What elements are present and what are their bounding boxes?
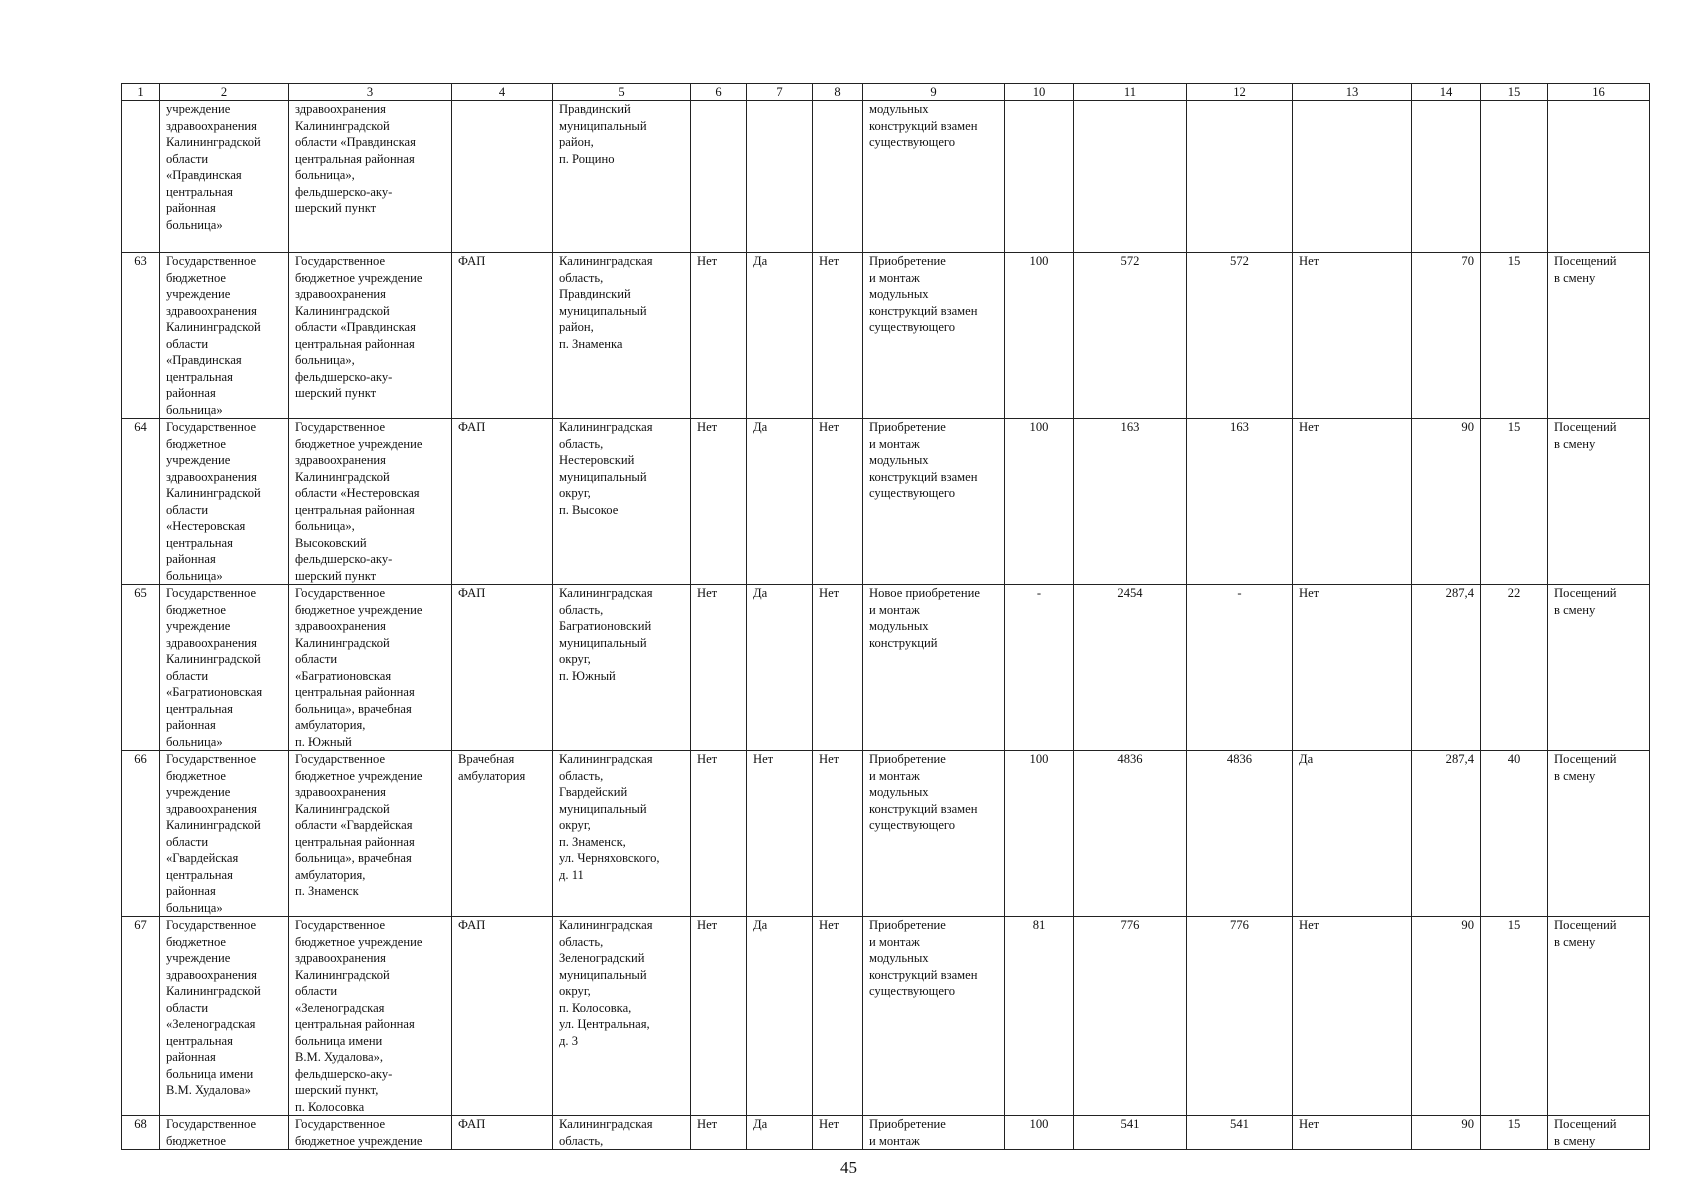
column-header: 14	[1412, 84, 1481, 101]
table-cell: Приобретение и монтаж модульных конструкций взамен существующего	[863, 751, 1005, 917]
table-row	[122, 585, 1650, 751]
table-cell: 287,4	[1412, 751, 1481, 917]
table-cell: Нет	[813, 253, 863, 419]
table-row	[122, 419, 1650, 585]
table-cell: Государственное бюджетное учреждение здравоохранения Калининградской области «Нестеровская центральная районная больница»	[160, 419, 289, 585]
column-header: 1	[122, 84, 160, 101]
table-cell: 15	[1481, 917, 1548, 1116]
table-cell: Нет	[691, 917, 747, 1116]
table-cell: ФАП	[452, 253, 553, 419]
table-cell: 541	[1187, 1116, 1293, 1150]
table-cell: ФАП	[452, 585, 553, 751]
table-cell: Калининградская область, Гвардейский муниципальный округ, п. Знаменск, ул. Черняховского, д. 11	[553, 751, 691, 917]
table-cell	[122, 101, 160, 253]
table-cell: 776	[1187, 917, 1293, 1116]
table-cell: Калининградская область, Зеленоградский муниципальный округ, п. Колосовка, ул. Центральная, д. 3	[553, 917, 691, 1116]
table-cell	[1293, 101, 1412, 253]
table-cell	[1548, 101, 1650, 253]
table-cell: Нет	[813, 585, 863, 751]
table-cell: Посещений в смену	[1548, 253, 1650, 419]
table-cell: Нет	[1293, 1116, 1412, 1150]
table-cell: 572	[1187, 253, 1293, 419]
table-cell: Государственное бюджетное учреждение здравоохранения Калининградской области «Багратионовская центральная районная больница»	[160, 585, 289, 751]
table-cell: Нет	[813, 1116, 863, 1150]
table-cell: Нет	[1293, 917, 1412, 1116]
column-header: 9	[863, 84, 1005, 101]
table-cell: 100	[1005, 253, 1074, 419]
table-cell: Калининградская область, Багратионовский муниципальный округ, п. Южный	[553, 585, 691, 751]
column-header: 4	[452, 84, 553, 101]
table-cell: Нет	[1293, 419, 1412, 585]
table-cell: 163	[1187, 419, 1293, 585]
table-cell: 68	[122, 1116, 160, 1150]
column-header: 15	[1481, 84, 1548, 101]
table-cell: Посещений в смену	[1548, 917, 1650, 1116]
table-cell: 81	[1005, 917, 1074, 1116]
table-cell: Государственное бюджетное учреждение здравоохранения Калининградской области «Нестеровская центральная районная больница», Высоковский фельдшерско-аку- шерский пункт	[289, 419, 452, 585]
table-cell: 776	[1074, 917, 1187, 1116]
table-cell: ФАП	[452, 1116, 553, 1150]
table-header-row	[122, 84, 1650, 101]
table-cell: 15	[1481, 419, 1548, 585]
table-cell: ФАП	[452, 419, 553, 585]
table-row	[122, 101, 1650, 253]
table-cell: Калининградская область,	[553, 1116, 691, 1150]
data-table	[121, 83, 1650, 1150]
table-cell: 22	[1481, 585, 1548, 751]
table-cell: Нет	[813, 751, 863, 917]
table-cell	[452, 101, 553, 253]
table-cell: Государственное бюджетное учреждение	[289, 1116, 452, 1150]
table-cell: Нет	[691, 419, 747, 585]
table-cell: здравоохранения Калининградской области «Правдинская центральная районная больница», фельдшерско-аку- шерский пункт	[289, 101, 452, 253]
table-cell: Нет	[813, 917, 863, 1116]
table-cell: Нет	[691, 253, 747, 419]
table-cell: Посещений в смену	[1548, 751, 1650, 917]
table-cell: 100	[1005, 751, 1074, 917]
table-cell: Государственное бюджетное учреждение здравоохранения Калининградской области «Зеленоградская центральная районная больница имени В.М. Худалова»	[160, 917, 289, 1116]
table-cell: Правдинский муниципальный район, п. Рощино	[553, 101, 691, 253]
table-cell: 2454	[1074, 585, 1187, 751]
table-cell	[1412, 101, 1481, 253]
table-cell: Приобретение и монтаж модульных конструкций взамен существующего	[863, 917, 1005, 1116]
table-cell: 90	[1412, 1116, 1481, 1150]
table-cell: Приобретение и монтаж модульных конструкций взамен существующего	[863, 253, 1005, 419]
table-cell: Нет	[813, 419, 863, 585]
table-cell: Приобретение и монтаж модульных конструкций взамен существующего	[863, 419, 1005, 585]
table-cell: 90	[1412, 419, 1481, 585]
column-header: 2	[160, 84, 289, 101]
table-cell: Нет	[691, 1116, 747, 1150]
table-cell	[1005, 101, 1074, 253]
table-cell: Посещений в смену	[1548, 419, 1650, 585]
table-cell: Да	[747, 253, 813, 419]
column-header: 5	[553, 84, 691, 101]
table-cell: 63	[122, 253, 160, 419]
column-header: 10	[1005, 84, 1074, 101]
table-cell: Государственное бюджетное учреждение здравоохранения Калининградской области «Багратионовская центральная районная больница», врачебная амбулатория, п. Южный	[289, 585, 452, 751]
table-row	[122, 917, 1650, 1116]
table-cell: 65	[122, 585, 160, 751]
table-cell: Да	[747, 1116, 813, 1150]
table-cell: 40	[1481, 751, 1548, 917]
column-header: 3	[289, 84, 452, 101]
table-cell: учреждение здравоохранения Калининградской области «Правдинская центральная районная больница»	[160, 101, 289, 253]
column-header: 13	[1293, 84, 1412, 101]
table-cell: Нет	[691, 751, 747, 917]
column-header: 11	[1074, 84, 1187, 101]
table-cell: 64	[122, 419, 160, 585]
table-cell: 287,4	[1412, 585, 1481, 751]
table-cell: 90	[1412, 917, 1481, 1116]
table-cell	[813, 101, 863, 253]
table-cell	[747, 101, 813, 253]
table-cell: -	[1005, 585, 1074, 751]
column-header: 16	[1548, 84, 1650, 101]
table-cell: 4836	[1074, 751, 1187, 917]
table-cell: ФАП	[452, 917, 553, 1116]
table-cell: 15	[1481, 1116, 1548, 1150]
table-cell: Приобретение и монтаж	[863, 1116, 1005, 1150]
page-number: 45	[840, 1158, 857, 1177]
table-cell: 163	[1074, 419, 1187, 585]
table-cell: Нет	[1293, 253, 1412, 419]
table-cell: Да	[747, 585, 813, 751]
table-cell: Государственное бюджетное учреждение здравоохранения Калининградской области «Правдинская центральная районная больница»	[160, 253, 289, 419]
table-cell: Калининградская область, Нестеровский муниципальный округ, п. Высокое	[553, 419, 691, 585]
table-cell: 541	[1074, 1116, 1187, 1150]
table-cell: Да	[747, 917, 813, 1116]
table-row	[122, 751, 1650, 917]
table-cell: Нет	[1293, 585, 1412, 751]
table-cell: Да	[1293, 751, 1412, 917]
column-header: 7	[747, 84, 813, 101]
table-cell: модульных конструкций взамен существующего	[863, 101, 1005, 253]
table-cell: 15	[1481, 253, 1548, 419]
table-cell	[1481, 101, 1548, 253]
table-cell: 100	[1005, 1116, 1074, 1150]
table-row	[122, 1116, 1650, 1150]
table-cell: Калининградская область, Правдинский муниципальный район, п. Знаменка	[553, 253, 691, 419]
table-cell: Нет	[691, 585, 747, 751]
table-cell: 4836	[1187, 751, 1293, 917]
table-cell: Посещений в смену	[1548, 585, 1650, 751]
table-cell	[1187, 101, 1293, 253]
table-cell: Государственное бюджетное учреждение здравоохранения Калининградской области «Правдинская центральная районная больница», фельдшерско-аку- шерский пункт	[289, 253, 452, 419]
column-header: 8	[813, 84, 863, 101]
table-cell: Государственное бюджетное учреждение здравоохранения Калининградской области «Гвардейская центральная районная больница»	[160, 751, 289, 917]
table-cell: Врачебная амбулатория	[452, 751, 553, 917]
table-cell	[1074, 101, 1187, 253]
table-cell: Государственное бюджетное учреждение здравоохранения Калининградской области «Зеленоградская центральная районная больница имени В.М. Худалова», фельдшерско-аку- шерский пункт, п. Колосовка	[289, 917, 452, 1116]
table-cell: 100	[1005, 419, 1074, 585]
table-cell: Новое приобретение и монтаж модульных конструкций	[863, 585, 1005, 751]
table-cell: Нет	[747, 751, 813, 917]
table-cell: Да	[747, 419, 813, 585]
table-cell: Государственное бюджетное учреждение здравоохранения Калининградской области «Гвардейская центральная районная больница», врачебная амбулатория, п. Знаменск	[289, 751, 452, 917]
table-cell: 70	[1412, 253, 1481, 419]
table-cell: 572	[1074, 253, 1187, 419]
table-cell: -	[1187, 585, 1293, 751]
column-header: 6	[691, 84, 747, 101]
table-cell: Государственное бюджетное	[160, 1116, 289, 1150]
table-cell: Посещений в смену	[1548, 1116, 1650, 1150]
table-row	[122, 253, 1650, 419]
table-cell: 67	[122, 917, 160, 1116]
table-cell: 66	[122, 751, 160, 917]
column-header: 12	[1187, 84, 1293, 101]
table-cell	[691, 101, 747, 253]
